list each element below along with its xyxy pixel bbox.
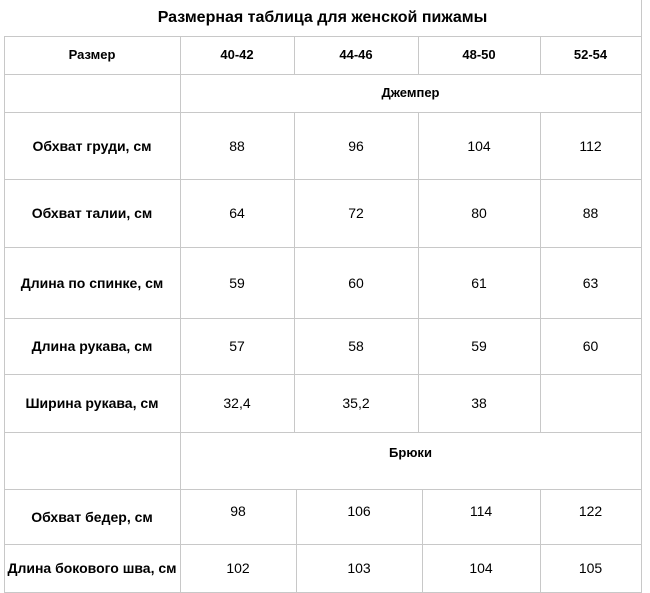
value-cell: 114 — [469, 503, 493, 519]
value-cell: 63 — [582, 274, 599, 291]
value-cell: 57 — [229, 338, 245, 354]
size-header-cell: 48-50 — [462, 47, 496, 62]
value-cell: 96 — [348, 137, 364, 154]
value-cell: 32,4 — [223, 395, 251, 411]
size-header-cell: 52-54 — [573, 47, 608, 62]
size-header-cell: 40-42 — [220, 47, 254, 62]
size-header-cell: 44-46 — [339, 47, 373, 62]
value-cell: 102 — [226, 560, 250, 576]
value-cell: 59 — [229, 274, 245, 291]
row-label: Длина бокового шва, см — [7, 560, 177, 576]
row-label: Обхват бедер, см — [31, 508, 153, 525]
row-label: Ширина рукава, см — [25, 395, 159, 411]
value-cell: 61 — [471, 274, 487, 291]
value-cell: 60 — [348, 274, 364, 291]
value-cell: 64 — [229, 205, 245, 221]
value-cell: 104 — [467, 137, 491, 154]
row-label: Обхват груди, см — [32, 137, 152, 154]
value-cell: 38 — [471, 395, 487, 411]
value-cell: 60 — [582, 338, 599, 354]
table-title: Размерная таблица для женской пижамы — [157, 9, 488, 26]
row-label: Длина по спинке, см — [20, 274, 164, 291]
value-cell: 35,2 — [342, 395, 370, 411]
value-cell: 98 — [230, 503, 246, 519]
value-cell: 103 — [347, 560, 371, 576]
row-label: Длина рукава, см — [31, 338, 153, 354]
value-cell: 112 — [579, 137, 602, 154]
value-cell: 80 — [471, 205, 487, 221]
value-cell: 59 — [471, 338, 487, 354]
section-title-trousers: Брюки — [389, 445, 432, 460]
value-cell: 72 — [348, 205, 364, 221]
row-label: Обхват талии, см — [31, 205, 153, 221]
value-cell: 88 — [229, 137, 245, 154]
value-cell — [540, 374, 641, 432]
size-header-label: Размер — [68, 47, 116, 62]
value-cell: 58 — [348, 338, 364, 354]
value-cell: 104 — [469, 560, 493, 576]
value-cell: 105 — [578, 560, 603, 576]
section-title-jumper: Джемпер — [381, 85, 440, 100]
value-cell: 106 — [347, 503, 371, 519]
value-cell: 88 — [582, 205, 599, 221]
value-cell: 122 — [578, 503, 603, 519]
